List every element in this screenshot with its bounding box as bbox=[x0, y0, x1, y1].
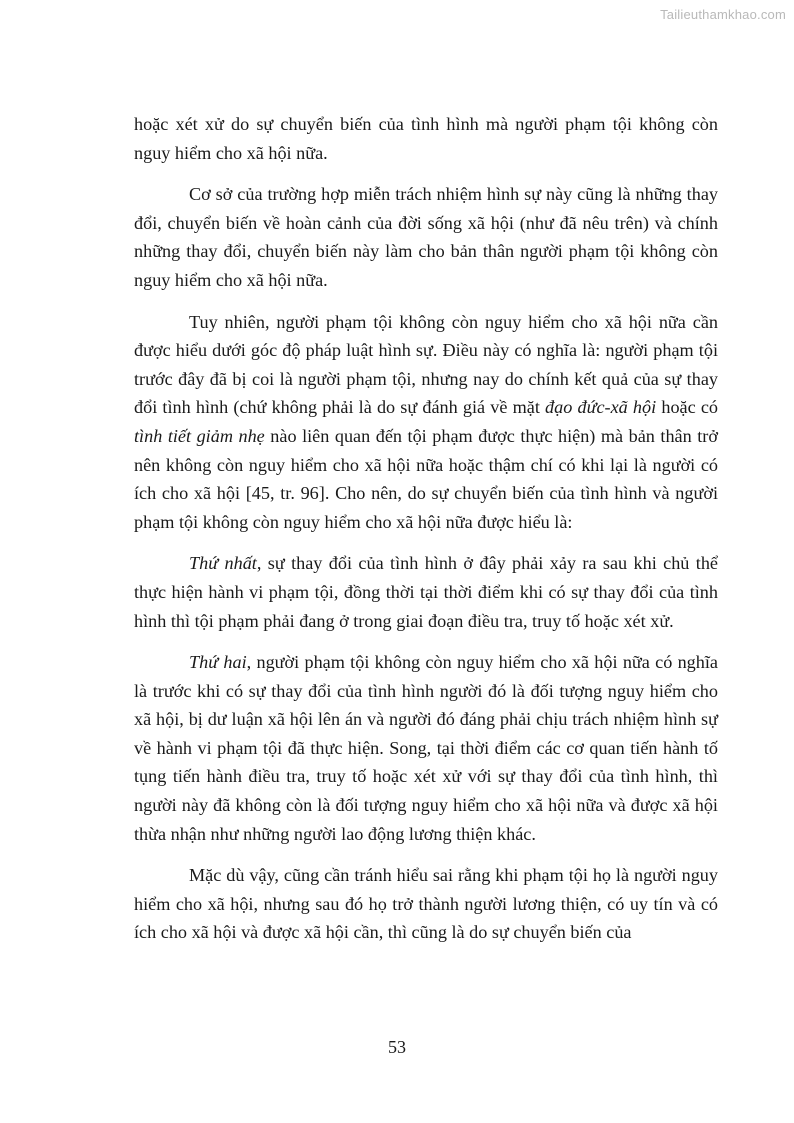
page-number: 53 bbox=[388, 1037, 406, 1057]
paragraph-3-part-3: nào liên quan đến tội phạm được thực hiện) mà bản thân trở nên không còn nguy hiểm cho xã hội nữa hoặc thậm chí có khi lại là người có ích cho xã hội [45, tr. 96]. Cho nên, do sự chuyển biến của tình hình và người phạm tội không còn nguy hiểm cho xã hội nữa được hiểu là: bbox=[134, 425, 718, 532]
paragraph-5 bbox=[134, 648, 718, 848]
paragraph-5-body: , người phạm tội không còn nguy hiểm cho xã hội nữa có nghĩa là trước khi có sự thay đổi của tình hình người đó là đối tượng nguy hiểm cho xã hội, bị dư luận xã hội lên án và người đó đáng phải chịu trách nhiệm hình sự về hành vi phạm tội đã thực hiện. Song, tại thời điểm các cơ quan tiến hành tố tụng tiến hành điều tra, truy tố hoặc xét xử với sự thay đổi của tình hình, thì người này đã không còn là đối tượng nguy hiểm cho xã hội nữa và được xã hội thừa nhận như những người lao động lương thiện khác. bbox=[134, 652, 718, 844]
paragraph-4-body: , sự thay đổi của tình hình ở đây phải xảy ra sau khi chủ thể thực hiện hành vi phạm tội, đồng thời tại thời điểm khi có sự thay đổi của tình hình thì tội phạm phải đang ở trong giai đoạn điều tra, truy tố hoặc xét xử. bbox=[134, 553, 718, 631]
paragraph-2: Cơ sở của trường hợp miễn trách nhiệm hình sự này cũng là những thay đổi, chuyển biến về hoàn cảnh của đời sống xã hội (như đã nêu trên) và chính những thay đổi, chuyển biến này làm cho bản thân người phạm tội không còn nguy hiểm cho xã hội nữa. bbox=[134, 184, 718, 290]
paragraph-1: hoặc xét xử do sự chuyển biến của tình hình mà người phạm tội không còn nguy hiểm cho xã hội nữa. bbox=[134, 114, 718, 163]
document-body bbox=[134, 110, 718, 960]
paragraph-3-part-2: hoặc có bbox=[656, 397, 718, 418]
watermark-text: Tailieuthamkhao.com bbox=[660, 7, 786, 22]
paragraph-3 bbox=[134, 308, 718, 537]
paragraph-3-part-1: Tuy nhiên, người phạm tội không còn nguy hiểm cho xã hội nữa cần được hiểu dưới góc độ pháp luật hình sự. Điều này có nghĩa là: người phạm tội trước đây đã bị coi là người phạm tội, nhưng nay do chính kết quả của sự thay đổi tình hình (chứ không phải là do sự đánh giá về mặt bbox=[134, 311, 718, 418]
italic-term-dao-duc-xa-hoi: đạo đức-xã hội bbox=[545, 397, 657, 418]
paragraph-4 bbox=[134, 549, 718, 635]
italic-term-tinh-tiet-giam-nhe: tình tiết giảm nhẹ bbox=[134, 425, 265, 446]
italic-lead-thu-hai: Thứ hai bbox=[189, 652, 247, 673]
italic-lead-thu-nhat: Thứ nhất bbox=[189, 553, 257, 574]
paragraph-6: Mặc dù vậy, cũng cần tránh hiểu sai rằng khi phạm tội họ là người nguy hiểm cho xã hội, nhưng sau đó họ trở thành người lương thiện, có uy tín và có ích cho xã hội và được xã hội cần, thì cũng là do sự chuyển biến của bbox=[134, 865, 718, 943]
